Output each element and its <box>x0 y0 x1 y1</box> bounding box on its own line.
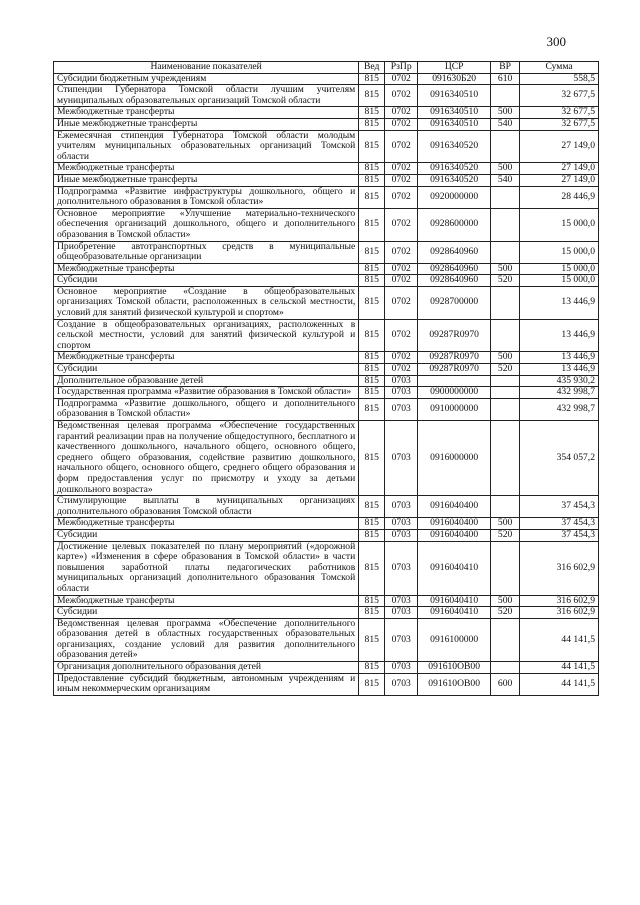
budget-table <box>53 61 599 696</box>
cell-sum: 15 000,0 <box>520 241 599 263</box>
table-row <box>54 85 599 107</box>
cell-csr: 0916000000 <box>418 421 491 496</box>
cell-csr: 0916340520 <box>418 174 491 186</box>
cell-name: Ежемесячная стипендия Губернатора Томской области молодым учителям муниципальных образовательных организаций Томской области <box>54 130 359 163</box>
cell-rzpr: 0702 <box>385 286 418 319</box>
table-row <box>54 263 599 275</box>
cell-ved: 815 <box>359 398 385 420</box>
table-row <box>54 107 599 119</box>
table-row <box>54 607 599 619</box>
header-csr: ЦСР <box>418 62 491 74</box>
table-row <box>54 118 599 130</box>
cell-ved: 815 <box>359 375 385 387</box>
cell-vr: 600 <box>491 673 520 695</box>
cell-csr: 0916040400 <box>418 518 491 530</box>
cell-rzpr: 0703 <box>385 541 418 595</box>
cell-ved: 815 <box>359 130 385 163</box>
table-row <box>54 541 599 595</box>
cell-sum: 44 141,5 <box>520 673 599 695</box>
table-row <box>54 352 599 364</box>
cell-ved: 815 <box>359 208 385 241</box>
cell-name: Основное мероприятие «Улучшение материально-технического обеспечения организаций дошкольного, общего и дополнительного образования в Томской области» <box>54 208 359 241</box>
cell-vr <box>491 496 520 518</box>
table-row <box>54 174 599 186</box>
cell-csr: 09287R0970 <box>418 364 491 376</box>
cell-sum: 28 446,9 <box>520 186 599 208</box>
cell-rzpr: 0702 <box>385 85 418 107</box>
cell-csr: 0916040400 <box>418 496 491 518</box>
cell-rzpr: 0702 <box>385 364 418 376</box>
table-row <box>54 73 599 85</box>
cell-name: Субсидии <box>54 275 359 287</box>
cell-ved: 815 <box>359 352 385 364</box>
cell-vr <box>491 398 520 420</box>
cell-ved: 815 <box>359 275 385 287</box>
table-row <box>54 364 599 376</box>
cell-sum: 316 602,9 <box>520 541 599 595</box>
cell-name: Межбюджетные трансферты <box>54 163 359 175</box>
cell-csr: 0916340510 <box>418 85 491 107</box>
cell-vr: 520 <box>491 275 520 287</box>
cell-ved: 815 <box>359 496 385 518</box>
cell-ved: 815 <box>359 541 385 595</box>
cell-csr: 0916040410 <box>418 607 491 619</box>
cell-ved: 815 <box>359 263 385 275</box>
table-row <box>54 595 599 607</box>
table-row <box>54 241 599 263</box>
header-sum: Сумма <box>520 62 599 74</box>
cell-rzpr: 0702 <box>385 263 418 275</box>
cell-vr: 500 <box>491 107 520 119</box>
cell-ved: 815 <box>359 163 385 175</box>
cell-rzpr: 0703 <box>385 518 418 530</box>
cell-ved: 815 <box>359 73 385 85</box>
cell-rzpr: 0702 <box>385 107 418 119</box>
cell-ved: 815 <box>359 618 385 661</box>
cell-vr: 500 <box>491 518 520 530</box>
cell-sum: 435 930,2 <box>520 375 599 387</box>
cell-csr: 0900000000 <box>418 387 491 399</box>
cell-vr: 520 <box>491 607 520 619</box>
cell-rzpr: 0702 <box>385 118 418 130</box>
cell-rzpr: 0703 <box>385 618 418 661</box>
cell-name: Подпрограмма «Развитие инфраструктуры дошкольного, общего и дополнительного образования в Томской области» <box>54 186 359 208</box>
cell-csr: 0928700000 <box>418 286 491 319</box>
cell-name: Дополнительное образование детей <box>54 375 359 387</box>
table-row <box>54 375 599 387</box>
header-name: Наименование показателей <box>54 62 359 74</box>
header-vr: ВР <box>491 62 520 74</box>
cell-vr <box>491 541 520 595</box>
cell-name: Организация дополнительного образования детей <box>54 662 359 674</box>
cell-csr: 091630Б20 <box>418 73 491 85</box>
cell-name: Основное мероприятие «Создание в общеобразовательных организациях Томской области, расположенных в сельской местности, условий для занятий физической культурой и спортом» <box>54 286 359 319</box>
cell-ved: 815 <box>359 319 385 352</box>
cell-name: Субсидии <box>54 364 359 376</box>
cell-vr <box>491 186 520 208</box>
cell-sum: 15 000,0 <box>520 208 599 241</box>
cell-sum: 558,5 <box>520 73 599 85</box>
table-row <box>54 186 599 208</box>
cell-csr: 0916340520 <box>418 130 491 163</box>
cell-rzpr: 0703 <box>385 529 418 541</box>
cell-name: Подпрограмма «Развитие дошкольного, общего и дополнительного образования в Томской области» <box>54 398 359 420</box>
cell-vr <box>491 618 520 661</box>
cell-sum: 37 454,3 <box>520 496 599 518</box>
cell-ved: 815 <box>359 241 385 263</box>
cell-rzpr: 0703 <box>385 595 418 607</box>
cell-vr <box>491 319 520 352</box>
cell-ved: 815 <box>359 186 385 208</box>
cell-sum: 27 149,0 <box>520 163 599 175</box>
cell-sum: 15 000,0 <box>520 275 599 287</box>
cell-vr <box>491 662 520 674</box>
cell-csr: 091610ОВ00 <box>418 662 491 674</box>
cell-csr: 0916100000 <box>418 618 491 661</box>
cell-csr: 0920000000 <box>418 186 491 208</box>
cell-sum: 37 454,3 <box>520 529 599 541</box>
cell-name: Достижение целевых показателей по плану мероприятий («дорожной карте») «Изменения в сфере образования в Томской области» в части повышения заработной платы педагогических работников муниципальных организаций дополнительного образования Томской области <box>54 541 359 595</box>
cell-vr: 520 <box>491 529 520 541</box>
cell-name: Государственная программа «Развитие образования в Томской области» <box>54 387 359 399</box>
cell-ved: 815 <box>359 387 385 399</box>
cell-sum: 27 149,0 <box>520 174 599 186</box>
cell-name: Межбюджетные трансферты <box>54 107 359 119</box>
cell-rzpr: 0702 <box>385 241 418 263</box>
table-row <box>54 286 599 319</box>
cell-vr <box>491 286 520 319</box>
cell-vr: 610 <box>491 73 520 85</box>
table-row <box>54 518 599 530</box>
cell-name: Субсидии <box>54 607 359 619</box>
cell-csr: 0928640960 <box>418 275 491 287</box>
cell-vr <box>491 85 520 107</box>
cell-name: Иные межбюджетные трансферты <box>54 174 359 186</box>
cell-sum: 44 141,5 <box>520 662 599 674</box>
cell-rzpr: 0703 <box>385 387 418 399</box>
cell-sum: 32 677,5 <box>520 85 599 107</box>
cell-rzpr: 0702 <box>385 130 418 163</box>
cell-sum: 316 602,9 <box>520 607 599 619</box>
table-row <box>54 496 599 518</box>
table-row <box>54 662 599 674</box>
cell-name: Субсидии <box>54 529 359 541</box>
cell-csr: 0928600000 <box>418 208 491 241</box>
cell-name: Ведомственная целевая программа «Обеспечение государственных гарантий реализации прав на получение общедоступного, бесплатного и качественного дошкольного, начального общего, основного общего, среднего общего образования, содействие развитию дошкольного, начального общего, основного общего, среднего общего образования и форм предоставления услуг по присмотру и уходу за детьми дошкольного возраста» <box>54 421 359 496</box>
cell-vr <box>491 241 520 263</box>
table-row <box>54 208 599 241</box>
cell-ved: 815 <box>359 364 385 376</box>
cell-rzpr: 0702 <box>385 208 418 241</box>
cell-name: Межбюджетные трансферты <box>54 263 359 275</box>
cell-vr <box>491 375 520 387</box>
cell-ved: 815 <box>359 607 385 619</box>
cell-csr: 0916040400 <box>418 529 491 541</box>
cell-ved: 815 <box>359 286 385 319</box>
cell-rzpr: 0703 <box>385 496 418 518</box>
cell-rzpr: 0702 <box>385 352 418 364</box>
cell-name: Создание в общеобразовательных организациях, расположенных в сельской местности, условий для занятий физической культурой и спортом <box>54 319 359 352</box>
cell-vr: 500 <box>491 163 520 175</box>
cell-csr: 091610ОВ00 <box>418 673 491 695</box>
cell-vr: 500 <box>491 595 520 607</box>
cell-rzpr: 0703 <box>385 398 418 420</box>
cell-ved: 815 <box>359 421 385 496</box>
cell-csr: 0928640960 <box>418 263 491 275</box>
cell-sum: 13 446,9 <box>520 286 599 319</box>
cell-name: Межбюджетные трансферты <box>54 518 359 530</box>
cell-sum: 13 446,9 <box>520 364 599 376</box>
cell-vr <box>491 421 520 496</box>
header-ved: Вед <box>359 62 385 74</box>
cell-name: Предоставление субсидий бюджетным, автономным учреждениям и иным некоммерческим организациям <box>54 673 359 695</box>
cell-csr: 0916040410 <box>418 541 491 595</box>
cell-sum: 27 149,0 <box>520 130 599 163</box>
cell-name: Межбюджетные трансферты <box>54 352 359 364</box>
cell-rzpr: 0702 <box>385 186 418 208</box>
cell-ved: 815 <box>359 595 385 607</box>
cell-csr: 0916040410 <box>418 595 491 607</box>
cell-rzpr: 0702 <box>385 73 418 85</box>
cell-sum: 15 000,0 <box>520 263 599 275</box>
cell-csr: 0916340510 <box>418 107 491 119</box>
table-row <box>54 618 599 661</box>
cell-sum: 13 446,9 <box>520 319 599 352</box>
cell-vr: 500 <box>491 352 520 364</box>
cell-name: Стипендии Губернатора Томской области лучшим учителям муниципальных образовательных организаций Томской области <box>54 85 359 107</box>
cell-sum: 13 446,9 <box>520 352 599 364</box>
cell-name: Стимулирующие выплаты в муниципальных организациях дополнительного образования Томской области <box>54 496 359 518</box>
cell-ved: 815 <box>359 529 385 541</box>
cell-name: Приобретение автотранспортных средств в муниципальные общеобразовательные организации <box>54 241 359 263</box>
table-row <box>54 387 599 399</box>
table-row <box>54 130 599 163</box>
table-row <box>54 275 599 287</box>
cell-vr: 520 <box>491 364 520 376</box>
table-row <box>54 673 599 695</box>
cell-csr: 09287R0970 <box>418 352 491 364</box>
cell-ved: 815 <box>359 118 385 130</box>
cell-ved: 815 <box>359 662 385 674</box>
cell-csr: 0910000000 <box>418 398 491 420</box>
header-rzpr: РзПр <box>385 62 418 74</box>
cell-sum: 37 454,3 <box>520 518 599 530</box>
cell-rzpr: 0702 <box>385 319 418 352</box>
page-number: 300 <box>546 34 566 49</box>
cell-rzpr: 0703 <box>385 607 418 619</box>
cell-sum: 316 602,9 <box>520 595 599 607</box>
cell-vr <box>491 208 520 241</box>
cell-vr: 540 <box>491 174 520 186</box>
cell-csr <box>418 375 491 387</box>
cell-csr: 0916340520 <box>418 163 491 175</box>
cell-csr: 09287R0970 <box>418 319 491 352</box>
cell-vr <box>491 387 520 399</box>
cell-sum: 432 998,7 <box>520 387 599 399</box>
table-row <box>54 421 599 496</box>
table-row <box>54 398 599 420</box>
table-body <box>54 73 599 695</box>
cell-ved: 815 <box>359 174 385 186</box>
table-header-row <box>54 62 599 74</box>
cell-ved: 815 <box>359 673 385 695</box>
cell-csr: 0916340510 <box>418 118 491 130</box>
cell-vr: 540 <box>491 118 520 130</box>
cell-ved: 815 <box>359 85 385 107</box>
cell-sum: 432 998,7 <box>520 398 599 420</box>
cell-rzpr: 0703 <box>385 662 418 674</box>
cell-ved: 815 <box>359 107 385 119</box>
cell-rzpr: 0703 <box>385 673 418 695</box>
cell-rzpr: 0703 <box>385 375 418 387</box>
cell-rzpr: 0702 <box>385 163 418 175</box>
table-row <box>54 529 599 541</box>
cell-name: Иные межбюджетные трансферты <box>54 118 359 130</box>
cell-sum: 32 677,5 <box>520 107 599 119</box>
cell-sum: 44 141,5 <box>520 618 599 661</box>
cell-rzpr: 0702 <box>385 174 418 186</box>
table-row <box>54 163 599 175</box>
cell-rzpr: 0702 <box>385 275 418 287</box>
cell-csr: 0928640960 <box>418 241 491 263</box>
cell-rzpr: 0703 <box>385 421 418 496</box>
cell-sum: 32 677,5 <box>520 118 599 130</box>
cell-name: Межбюджетные трансферты <box>54 595 359 607</box>
table-row <box>54 319 599 352</box>
cell-name: Субсидии бюджетным учреждениям <box>54 73 359 85</box>
cell-sum: 354 057,2 <box>520 421 599 496</box>
cell-ved: 815 <box>359 518 385 530</box>
cell-vr <box>491 130 520 163</box>
cell-vr: 500 <box>491 263 520 275</box>
cell-name: Ведомственная целевая программа «Обеспечение дополнительного образования детей в областных государственных образовательных организациях, создание условий для развития дополнительного образования детей» <box>54 618 359 661</box>
